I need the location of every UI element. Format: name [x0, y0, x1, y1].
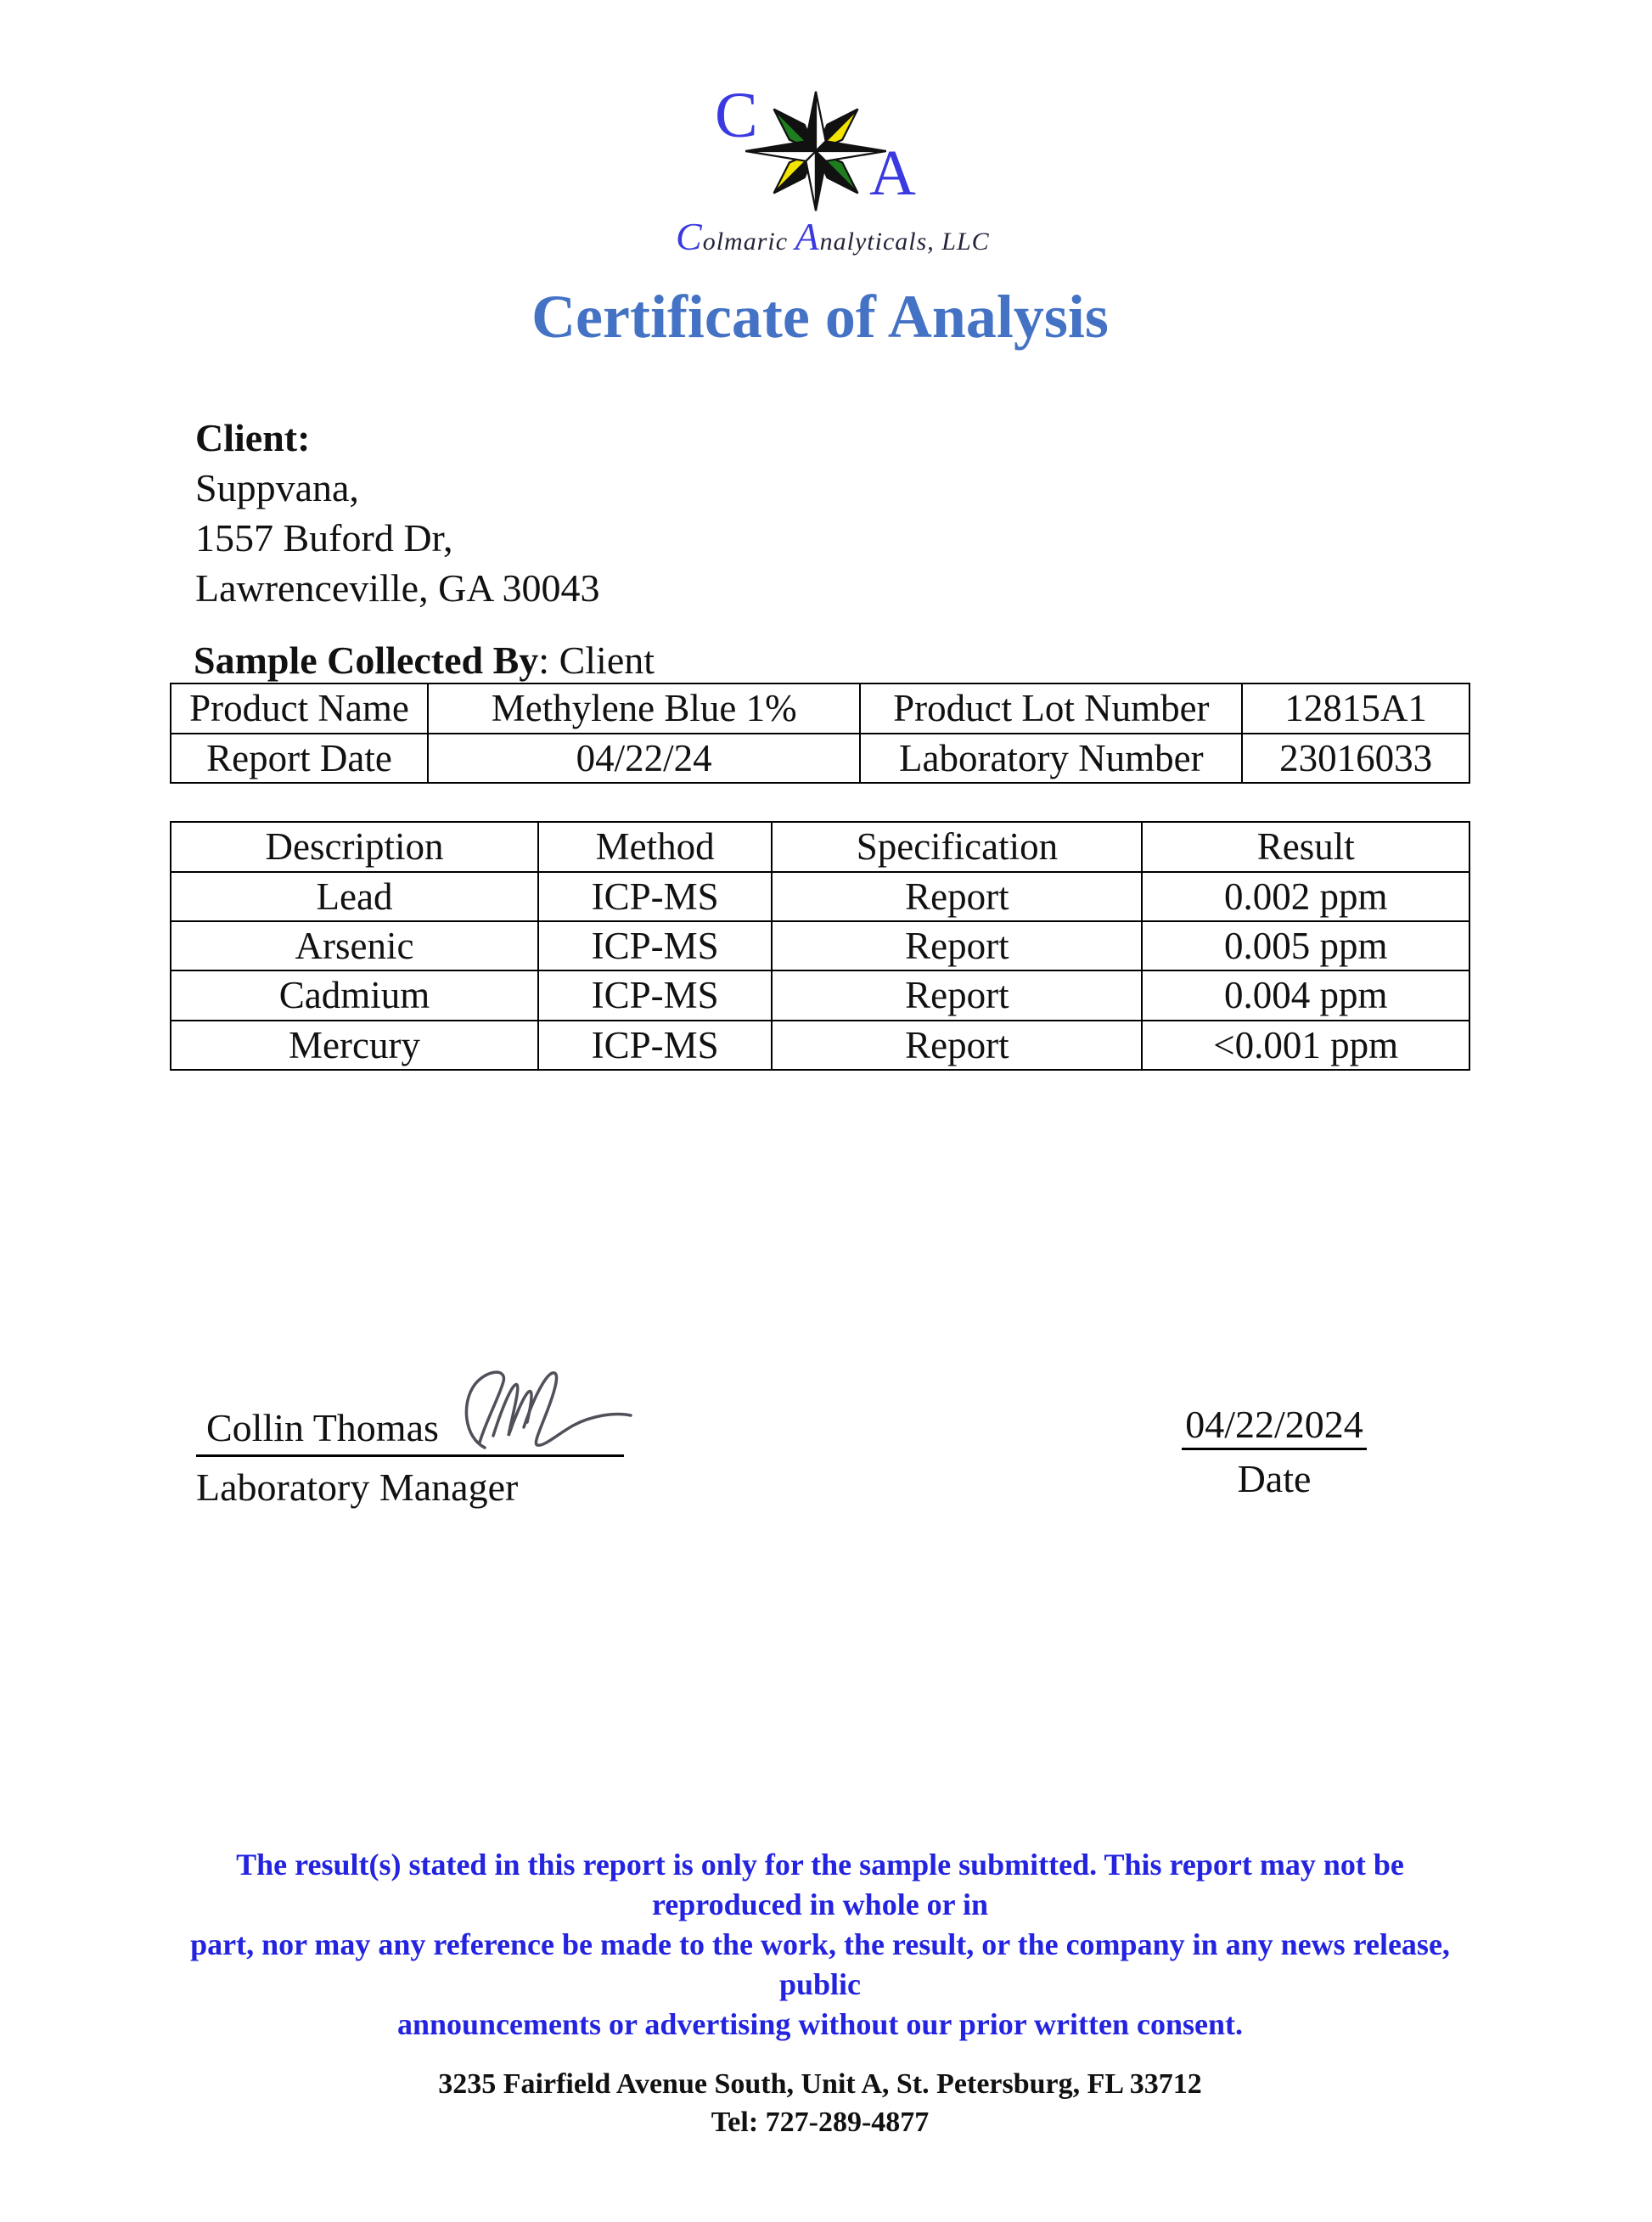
analyte-spec: Report: [772, 872, 1142, 921]
company-name-cap-a: A: [795, 215, 820, 258]
analyte-method: ICP-MS: [538, 1021, 772, 1070]
client-address-line2: Lawrenceville, GA 30043: [195, 566, 600, 610]
logo-letter-a: A: [869, 138, 916, 209]
header-description: Description: [171, 822, 538, 871]
lab-number-value: 23016033: [1242, 734, 1469, 783]
table-row: [171, 734, 1469, 783]
results-table: [170, 821, 1470, 1071]
product-lot-value: 12815A1: [1242, 683, 1469, 733]
report-date-value: 04/22/24: [428, 734, 860, 783]
client-block: [195, 413, 1470, 613]
analyte-name: Mercury: [171, 1021, 538, 1070]
table-row: [171, 683, 1469, 733]
lab-address: 3235 Fairfield Avenue South, Unit A, St. Petersburg, FL 33712: [438, 2068, 1202, 2101]
table-row: [171, 921, 1469, 970]
company-name: [676, 214, 990, 259]
analyte-method: ICP-MS: [538, 970, 772, 1020]
product-info-table: [170, 683, 1470, 784]
sample-collected-line: [194, 638, 1470, 683]
analyte-spec: Report: [772, 921, 1142, 970]
signature-date-label: Date: [1237, 1457, 1312, 1501]
signature-left: [196, 1402, 624, 1510]
signer-role: Laboratory Manager: [196, 1465, 519, 1510]
report-date-label: Report Date: [171, 734, 428, 783]
product-name-value: Methylene Blue 1%: [428, 683, 860, 733]
table-row: [171, 1021, 1469, 1070]
company-logo: [676, 80, 990, 258]
signature-section: [170, 1402, 1470, 1510]
analyte-spec: Report: [772, 1021, 1142, 1070]
analyte-method: ICP-MS: [538, 921, 772, 970]
company-name-cap-c: C: [676, 215, 703, 258]
disclaimer-paragraph: [170, 1845, 1470, 2045]
analyte-name: Arsenic: [171, 921, 538, 970]
disclaimer-line: part, nor may any reference be made to the work, the result, or the company in any news release, public: [190, 1927, 1450, 2002]
product-name-label: Product Name: [171, 683, 428, 733]
lab-number-label: Laboratory Number: [860, 734, 1242, 783]
analyte-name: Lead: [171, 872, 538, 921]
analyte-result: <0.001 ppm: [1142, 1021, 1469, 1070]
disclaimer-line: announcements or advertising without our prior written consent.: [396, 2007, 1243, 2042]
table-row: [171, 970, 1469, 1020]
lab-address-block: [170, 2065, 1470, 2141]
results-header-row: [171, 822, 1469, 871]
certificate-page: [170, 80, 1470, 2141]
analyte-spec: Report: [772, 970, 1142, 1020]
client-address-line1: 1557 Buford Dr,: [195, 516, 453, 560]
disclaimer-line: The result(s) stated in this report is only for the sample submitted. This report may not be reproduced in whole or in: [236, 1848, 1404, 1922]
analyte-name: Cadmium: [171, 970, 538, 1020]
company-name-part1: olmaric: [702, 228, 795, 256]
company-name-part2: nalyticals, LLC: [819, 228, 990, 256]
sample-collected-value: : Client: [538, 638, 655, 683]
signature-right: [1182, 1402, 1367, 1501]
analyte-method: ICP-MS: [538, 872, 772, 921]
analyte-result: 0.004 ppm: [1142, 970, 1469, 1020]
header-result: Result: [1142, 822, 1469, 871]
analyte-result: 0.002 ppm: [1142, 872, 1469, 921]
signer-name: Collin Thomas: [206, 1406, 439, 1450]
table-row: [171, 872, 1469, 921]
signature-line: [196, 1402, 624, 1457]
signature-date-value: 04/22/2024: [1182, 1402, 1367, 1450]
client-name: Suppvana,: [195, 466, 359, 510]
header-specification: Specification: [772, 822, 1142, 871]
client-label: Client:: [195, 416, 311, 460]
lab-phone: Tel: 727-289-4877: [711, 2107, 930, 2139]
product-lot-label: Product Lot Number: [860, 683, 1242, 733]
signature-scribble-icon: [449, 1359, 636, 1460]
analyte-result: 0.005 ppm: [1142, 921, 1469, 970]
logo-letter-c: C: [715, 80, 758, 151]
document-title: Certificate of Analysis: [531, 283, 1109, 351]
logo-block: [170, 80, 1470, 258]
sample-collected-label: Sample Collected By: [194, 638, 539, 683]
header-method: Method: [538, 822, 772, 871]
